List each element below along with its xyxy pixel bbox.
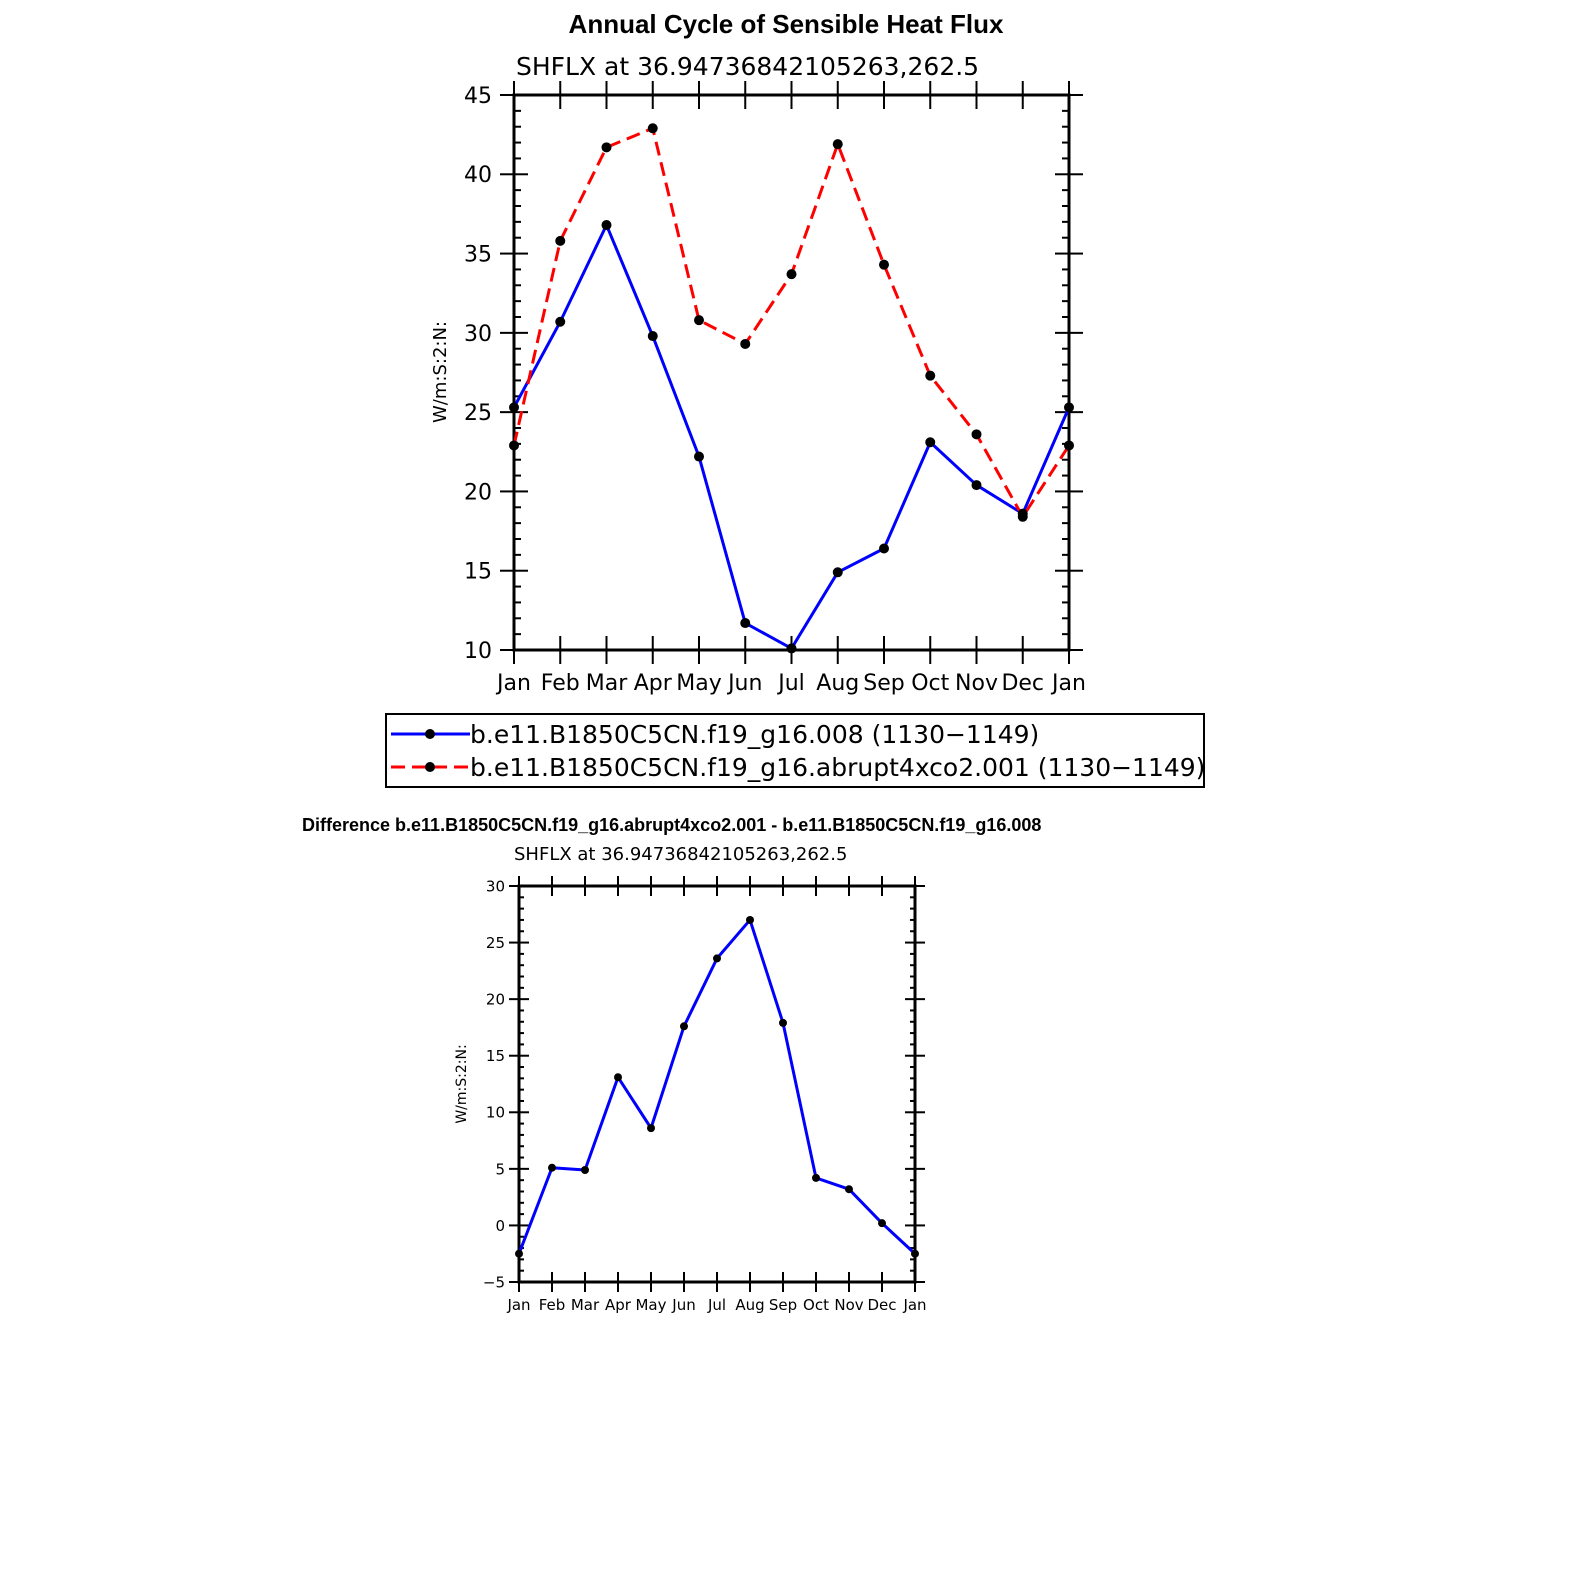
x-tick-label: Mar [585,671,628,696]
x-tick-label: Sep [863,671,905,696]
top-y-axis-label: W/m:S:2:N: [430,321,451,423]
y-tick-label: 0 [495,1216,505,1235]
legend [386,714,1205,787]
bottom-series [515,916,919,1258]
x-tick-label: Jan [507,1296,531,1314]
y-tick-label: 10 [464,638,492,664]
x-tick-label: Jun [672,1296,696,1314]
x-tick-label: Jun [728,671,763,696]
y-tick-label: 20 [464,480,492,506]
x-tick-label: Mar [570,1296,600,1314]
data-point-series-2 [648,123,658,133]
y-tick-label: −5 [482,1273,505,1292]
x-tick-label: Jan [1052,671,1086,696]
data-point-series-1 [911,1250,919,1258]
y-tick-label: 35 [464,242,492,268]
y-tick-label: 20 [485,990,505,1009]
data-point-series-1 [779,1019,787,1027]
data-point-series-2 [740,339,750,349]
legend-marker-series-1 [425,729,435,739]
data-point-series-1 [713,954,721,962]
x-tick-label: Feb [538,1296,566,1314]
legend-label-series-1: b.e11.B1850C5CN.f19_g16.008 (1130−1149) [470,720,1040,749]
top-ticks [500,81,1083,664]
top-series [509,123,1074,653]
data-point-series-2 [694,315,704,325]
series-line-2 [514,128,1069,517]
x-tick-label: Jan [497,671,531,696]
x-tick-label: May [676,671,722,696]
x-tick-label: Jul [707,1296,727,1314]
data-point-series-1 [680,1022,688,1030]
x-tick-label: Aug [735,1296,765,1314]
data-point-series-1 [879,544,889,554]
x-tick-label: Feb [540,671,580,696]
data-point-series-1 [548,1164,556,1172]
bottom-ticks [509,876,925,1292]
data-point-series-2 [509,440,519,450]
top-tick-labels [464,84,1086,696]
data-point-series-2 [972,429,982,439]
data-point-series-1 [925,437,935,447]
data-point-series-2 [879,260,889,270]
bottom-y-axis-label: W/m:S:2:N: [454,1044,470,1124]
bottom-subtitle: SHFLX at 36.94736842105263,262.5 [514,844,848,865]
bottom-chart [454,876,927,1314]
x-tick-label: Sep [768,1296,798,1314]
x-tick-label: Apr [633,671,672,696]
series-line-1 [514,225,1069,648]
x-tick-label: Nov [955,671,998,696]
data-point-series-1 [878,1219,886,1227]
top-chart [430,81,1086,696]
x-tick-label: Oct [803,1296,829,1314]
bottom-tick-labels [483,877,927,1314]
data-point-series-1 [787,643,797,653]
data-point-series-1 [555,317,565,327]
data-point-series-1 [602,220,612,230]
y-tick-label: 15 [485,1047,505,1066]
data-point-series-1 [833,567,843,577]
top-plot-frame [514,95,1069,650]
data-point-series-1 [581,1166,589,1174]
data-point-series-1 [509,402,519,412]
data-point-series-2 [1018,512,1028,522]
data-point-series-1 [740,618,750,628]
data-point-series-1 [1064,402,1074,412]
y-tick-label: 30 [464,321,492,347]
y-tick-label: 5 [495,1160,505,1179]
data-point-series-2 [555,236,565,246]
x-tick-label: Nov [834,1296,864,1314]
data-point-series-1 [746,916,754,924]
data-point-series-1 [515,1250,523,1258]
x-tick-label: Jan [903,1296,927,1314]
data-point-series-1 [812,1174,820,1182]
data-point-series-1 [614,1073,622,1081]
data-point-series-2 [602,142,612,152]
x-tick-label: Aug [816,671,860,696]
y-tick-label: 30 [485,877,505,896]
y-tick-label: 15 [464,559,492,585]
x-tick-label: Apr [605,1296,631,1314]
x-tick-label: Jul [778,671,805,696]
data-point-series-2 [1064,440,1074,450]
y-tick-label: 25 [464,401,492,427]
x-tick-label: Dec [1001,671,1045,696]
data-point-series-2 [787,269,797,279]
legend-marker-series-2 [425,762,435,772]
series-line-1 [519,920,915,1254]
data-point-series-1 [845,1185,853,1193]
legend-label-series-2: b.e11.B1850C5CN.f19_g16.abrupt4xco2.001 (1130−1149) [470,753,1206,782]
data-point-series-1 [648,331,658,341]
diff-title: Difference b.e11.B1850C5CN.f19_g16.abrupt4xco2.001 - b.e11.B1850C5CN.f19_g16.008 [302,815,1042,835]
y-tick-label: 25 [485,933,505,952]
data-point-series-1 [694,452,704,462]
top-subtitle: SHFLX at 36.94736842105263,262.5 [516,52,980,81]
x-tick-label: Dec [867,1296,897,1314]
data-point-series-2 [925,371,935,381]
bottom-plot-frame [519,886,915,1282]
y-tick-label: 10 [485,1103,505,1122]
y-tick-label: 45 [464,83,492,109]
data-point-series-2 [833,139,843,149]
main-title: Annual Cycle of Sensible Heat Flux [568,9,1004,39]
y-tick-label: 40 [464,163,492,189]
x-tick-label: May [635,1296,667,1314]
data-point-series-1 [972,480,982,490]
data-point-series-1 [647,1124,655,1132]
x-tick-label: Oct [911,671,950,696]
